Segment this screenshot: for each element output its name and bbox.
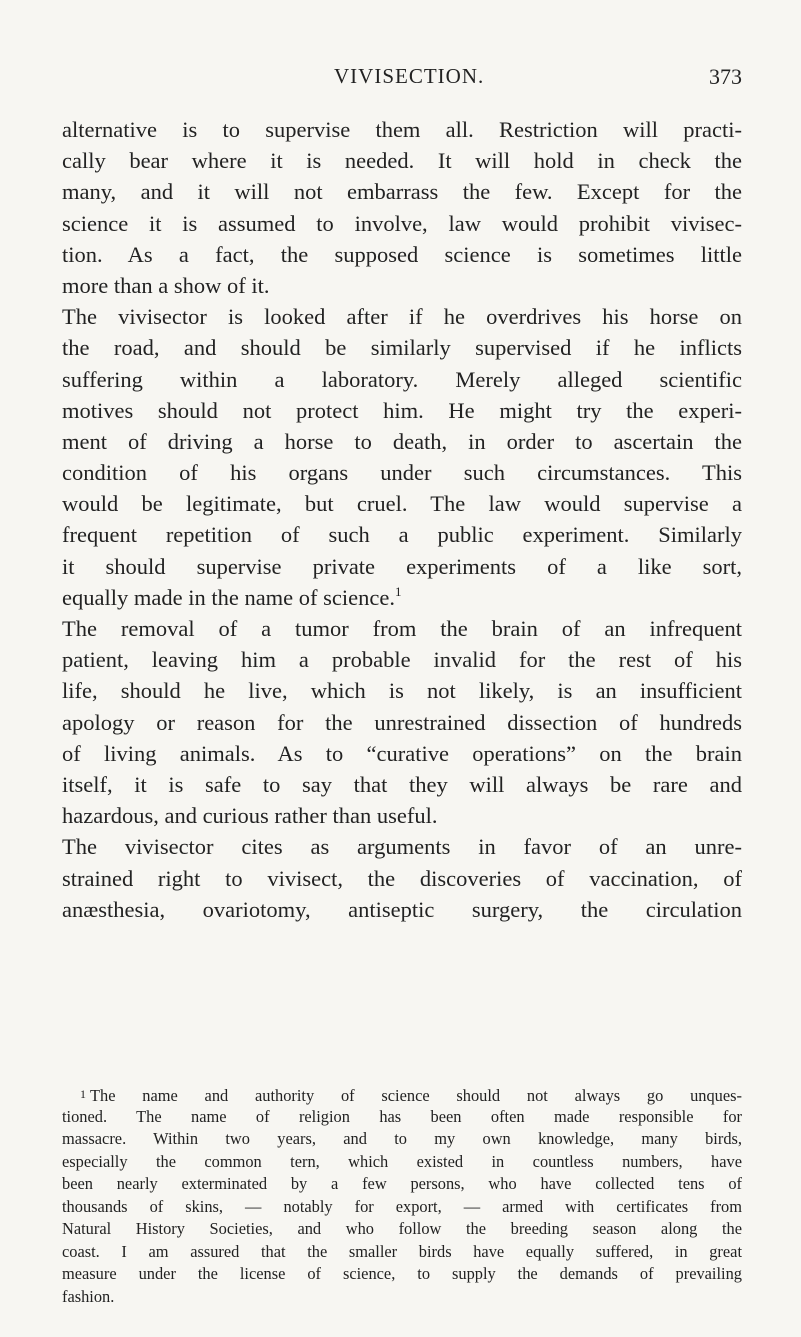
text-line: apology or reason for the unrestrained dissection of hundreds [62,709,742,735]
footnote-reference: 1 [395,583,402,599]
main-text [62,114,742,925]
footnote-line: measure under the license of science, to supply the demands of prevailing [62,1264,742,1283]
text-line: the road, and should be similarly supervised if he inflicts [62,335,742,361]
footnote-line: fashion. [62,1286,115,1306]
footnote-line-content: The name and authority of science should not always go unques- [90,1086,742,1105]
footnote-line: massacre. Within two years, and to my own knowledge, many birds, [62,1129,742,1148]
text-line: it should supervise private experiments of a like sort, [62,553,742,579]
text-line: The vivisector cites as arguments in favor of an unre- [62,834,742,860]
text-line: strained right to vivisect, the discoveries of vaccination, of [62,865,742,891]
text-line: tion. As a fact, the supposed science is sometimes little [62,241,742,267]
text-line-content: equally made in the name of science. [62,584,395,610]
text-line: The vivisector is looked after if he overdrives his horse on [62,304,742,330]
text-line: of living animals. As to “curative operations” on the brain [62,740,742,766]
text-line: science it is assumed to involve, law would prohibit vivisec- [62,210,742,236]
footnote-line: tioned. The name of religion has been often made responsible for [62,1106,742,1126]
running-title: VIVISECTION. [334,64,485,88]
text-line: ment of driving a horse to death, in order to ascertain the [62,428,742,454]
text-line: motives should not protect him. He might try the experi- [62,397,742,423]
footnote [62,1083,742,1308]
text-line: many, and it will not embarrass the few. Except for the [62,179,742,205]
text-line: cally bear where it is needed. It will hold in check the [62,148,742,174]
footnote-line: coast. I am assured that the smaller birds have equally suffered, in great [62,1241,742,1261]
footnote-marker: 1 [80,1087,86,1101]
running-header [62,64,742,94]
text-line: more than a show of it. [62,272,270,298]
text-line: The removal of a tumor from the brain of an infrequent [62,616,742,641]
footnote-line: especially the common tern, which existed in countless numbers, have [62,1151,742,1171]
text-line: anæsthesia, ovariotomy, antiseptic surgery, the circulation [62,896,742,922]
footnote-line: been nearly exterminated by a few persons, who have collected tens of [62,1174,742,1193]
text-line: patient, leaving him a probable invalid for the rest of his [62,647,742,673]
text-line: hazardous, and curious rather than useful. [62,803,438,829]
page-number: 373 [709,64,742,89]
footnote-line: thousands of skins, — notably for export, — armed with certificates from [62,1196,742,1216]
footnote-line: Natural History Societies, and who follow the breeding season along the [62,1219,742,1238]
text-line: would be legitimate, but cruel. The law would supervise a [62,491,742,517]
text-line: alternative is to supervise them all. Restriction will practi- [62,117,742,142]
text-line: life, should he live, which is not likely, is an insufficient [62,678,742,704]
text-line: frequent repetition of such a public experiment. Similarly [62,522,742,548]
text-line: itself, it is safe to say that they will always be rare and [62,771,742,797]
text-line [62,582,742,613]
text-line: suffering within a laboratory. Merely alleged scientific [62,366,742,392]
footnote-line [62,1083,742,1106]
text-line: condition of his organs under such circumstances. This [62,460,742,486]
